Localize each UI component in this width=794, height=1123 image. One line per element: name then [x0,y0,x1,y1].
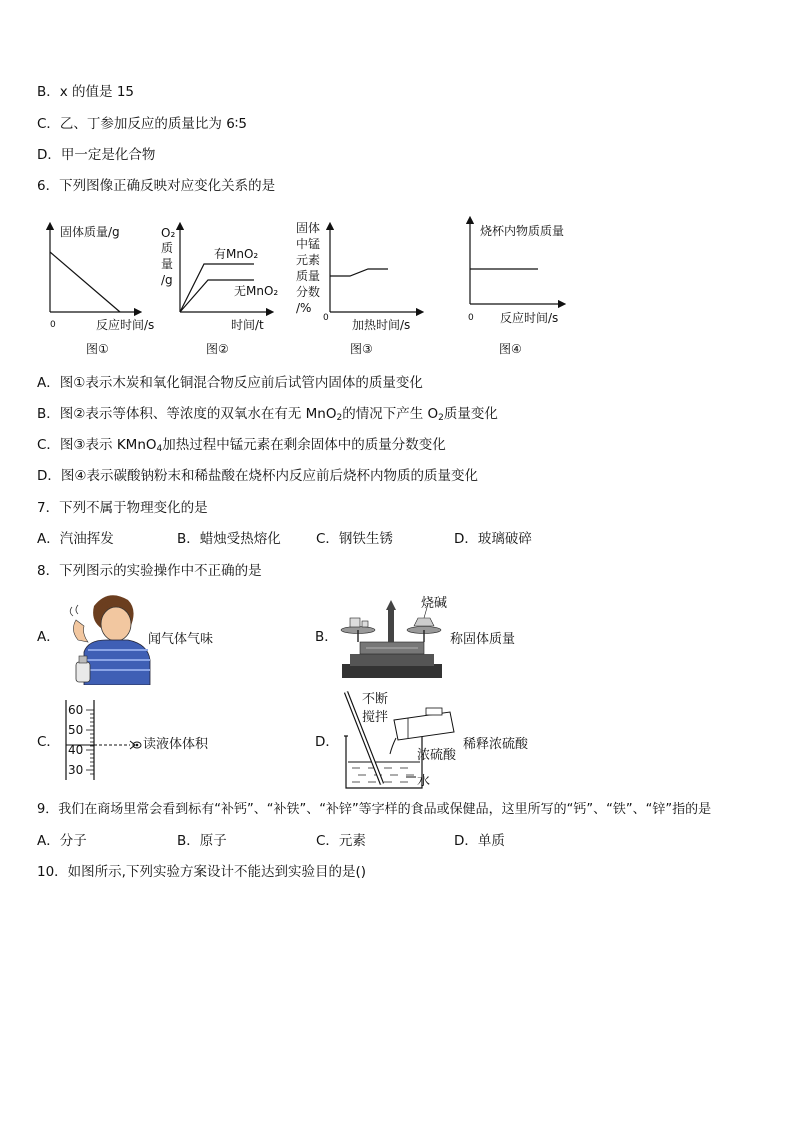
q6-option-b: B．图②表示等体积、等浓度的双氧水在有无 MnO$_2$的情况下产生 $O_2$质量变化 [37,406,498,423]
graph-2-ylabel-2: 质 [161,241,174,255]
q9-option-d: D．单质 [454,833,505,849]
q8-d-stir-label-2: 搅拌 [362,710,389,725]
graph-1 [50,224,154,356]
q7-option-b: B．蜡烛受热熔化 [177,531,281,547]
smelling-gas-illustration [64,590,152,685]
q10-stem: 10．如图所示,下列实验方案设计不能达到实验目的是() [37,864,367,880]
q8-c-caption: 读液体体积 [143,737,209,752]
cylinder-tick-60: 60 [68,703,84,717]
graph-3-line [330,269,388,276]
graduated-cylinder-illustration [64,698,144,782]
graph-4-xlabel: 反应时间/s [500,311,559,325]
q8-stem: 8．下列图示的实验操作中不正确的是 [37,563,262,579]
graph-3-ylabel-2: 中锰 [296,237,321,251]
q5-option-c: C．乙、丁参加反应的质量比为 6∶5 [37,116,247,132]
graph-2 [161,226,278,356]
graph-4-ylabel: 烧杯内物质质量 [480,224,565,238]
q8-d-caption: 稀释浓硫酸 [463,737,529,752]
graph-3-ylabel-1: 固体 [296,221,321,235]
graph-2-ylabel-3: 量 [161,257,174,271]
q8-b-letter: B． [315,629,338,645]
graph-1-ylabel: 固体质量/g [60,225,120,239]
graph-4-caption: 图④ [499,342,522,356]
q8-b-caption: 称固体质量 [450,632,516,647]
graph-2-without-mno2-label: 无MnO₂ [234,284,279,298]
q9-stem: 9．我们在商场里常会看到标有“补钙”、“补铁”、“补锌”等字样的食品或保健品，这里所写的“钙”、“铁”、“锌”指的是 [37,802,712,817]
graph-2-xlabel: 时间/t [231,318,264,332]
graph-4-origin: 0 [468,313,474,323]
q7-option-d: D．玻璃破碎 [454,531,532,547]
graph-2-ylabel-4: /g [161,273,173,287]
q8-d-acid-label: 浓硫酸 [417,748,457,763]
graph-3-origin: 0 [323,313,329,323]
q8-d-stir-label-1: 不断 [362,692,389,707]
q8-b-sodium-hydroxide-label: 烧碱 [421,596,448,611]
q8-c-letter: C． [37,734,60,750]
graph-1-line [50,252,120,312]
graph-1-xlabel: 反应时间/s [96,318,155,332]
q6-option-c: C．图③表示 KMnO$_4$加热过程中锰元素在剩余固体中的质量分数变化 [37,437,446,454]
q8-d-letter: D． [315,734,339,750]
graph-1-origin: 0 [50,320,56,330]
graph-4 [468,220,564,356]
q9-option-c: C．元素 [316,833,366,849]
q9-option-a: A．分子 [37,833,87,849]
q9-option-b: B．原子 [177,833,227,849]
q6-stem: 6．下列图像正确反映对应变化关系的是 [37,178,276,194]
q8-a-caption: 闻气体气味 [148,632,214,647]
cylinder-tick-30: 30 [68,763,84,777]
graph-1-caption: 图① [86,342,109,356]
graph-3-caption: 图③ [350,342,373,356]
graph-2-caption: 图② [206,342,229,356]
graph-3-ylabel-4: 质量 [296,269,321,283]
graph-3-xlabel: 加热时间/s [352,318,411,332]
q7-option-a: A．汽油挥发 [37,531,114,547]
cylinder-tick-50: 50 [68,723,84,737]
cylinder-tick-40: 40 [68,743,84,757]
q6-option-a: A．图①表示木炭和氧化铜混合物反应前后试管内固体的质量变化 [37,375,423,391]
q7-stem: 7．下列不属于物理变化的是 [37,500,208,516]
q8-a-letter: A． [37,629,60,645]
graph-3-ylabel-3: 元素 [296,253,321,267]
q8-d-water-label: 水 [417,774,431,789]
q5-option-d: D．甲一定是化合物 [37,147,156,163]
graph-2-ylabel-1: O₂ [161,226,176,240]
graph-3-ylabel-6: /% [296,301,312,315]
q7-option-c: C．钢铁生锈 [316,531,393,547]
q6-graphs [30,212,590,362]
graph-3-ylabel-5: 分数 [296,285,321,299]
q5-option-b: B．x 的值是 15 [37,84,135,100]
q6-option-d: D．图④表示碳酸钠粉末和稀盐酸在烧杯内反应前后烧杯内物质的质量变化 [37,468,478,484]
graph-2-with-mno2-label: 有MnO₂ [214,247,259,261]
graph-3 [296,220,420,356]
